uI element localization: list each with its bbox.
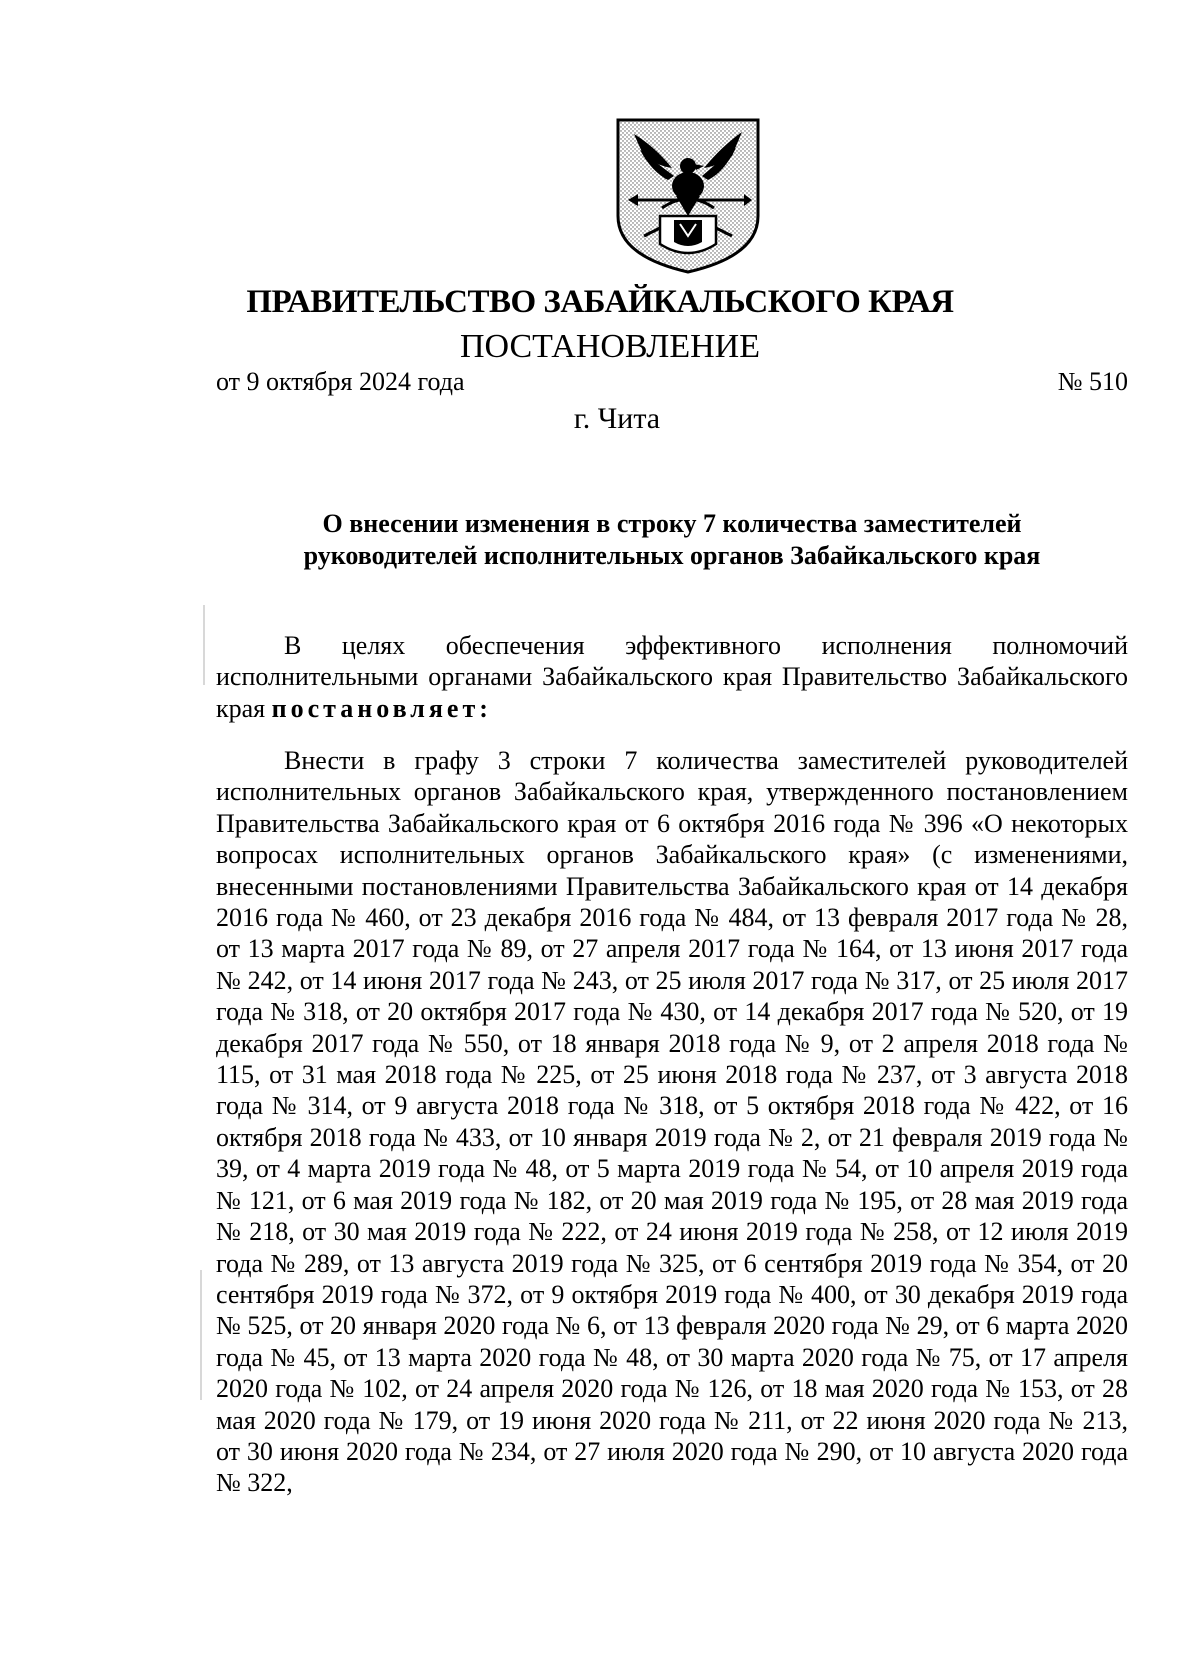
heading-line-1: О внесении изменения в строку 7 количества заместителей: [322, 509, 1022, 538]
preamble-emphasis: постановляет:: [271, 693, 492, 723]
document-heading: [216, 508, 1128, 572]
document-number: № 510: [1057, 367, 1128, 396]
document-date: от 9 октября 2024 года: [216, 367, 465, 396]
resolution-text: Внести в графу 3 строки 7 количества заместителей руководителей исполнительных органов Забайкальского края, утвержденного постановлением Правительства Забайкальского края от 6 октября 2016 года № 396 «О некоторых вопросах исполнительных органов Забайкальского края» (с изменениями, внесенными постановлениями Правительства Забайкальского края от 14 декабря 2016 года № 460, от 23 декабря 2016 года № 484, от 13 февраля 2017 года № 28, от 13 марта 2017 года № 89, от 27 апреля 2017 года № 164, от 13 июня 2017 года № 242, от 14 июня 2017 года № 243, от 25 июля 2017 года № 317, от 25 июля 2017 года № 318, от 20 октября 2017 года № 430, от 14 декабря 2017 года № 520, от 19 декабря 2017 года № 550, от 18 января 2018 года № 9, от 2 апреля 2018 года № 115, от 31 мая 2018 года № 225, от 25 июня 2018 года № 237, от 3 августа 2018 года № 314, от 9 августа 2018 года № 318, от 5 октября 2018 года № 422, от 16 октября 2018 года № 433, от 10 января 2019 года № 2, от 21 февраля 2019 года № 39, от 4 марта 2019 года № 48, от 5 марта 2019 года № 54, от 10 апреля 2019 года № 121, от 6 мая 2019 года № 182, от 20 мая 2019 года № 195, от 28 мая 2019 года № 218, от 30 мая 2019 года № 222, от 24 июня 2019 года № 258, от 12 июля 2019 года № 289, от 13 августа 2019 года № 325, от 6 сентября 2019 года № 354, от 20 сентября 2019 года № 372, от 9 октября 2019 года № 400, от 30 декабря 2019 года № 525, от 20 января 2020 года № 6, от 13 февраля 2020 года № 29, от 6 марта 2020 года № 45, от 13 марта 2020 года № 48, от 30 марта 2020 года № 75, от 17 апреля 2020 года № 102, от 24 апреля 2020 года № 126, от 18 мая 2020 года № 153, от 28 мая 2020 года № 179, от 19 июня 2020 года № 211, от 22 июня 2020 года № 213, от 30 июня 2020 года № 234, от 27 июля 2020 года № 290, от 10 августа 2020 года № 322,: [216, 746, 1128, 1498]
document-city: г. Чита: [573, 402, 661, 435]
paragraph-preamble: [216, 630, 1128, 724]
scan-margin-mark: [200, 1270, 202, 1400]
heading-line-2: руководителей исполнительных органов Забайкальского края: [303, 541, 1041, 570]
paragraph-resolution: [216, 745, 1128, 1499]
document-type: ПОСТАНОВЛЕНИЕ: [459, 328, 761, 365]
preamble-text: В целях обеспечения эффективного исполнения полномочий исполнительными органами Забайкальского края Правительство Забайкальского края: [216, 631, 1128, 723]
scan-margin-mark: [203, 605, 205, 685]
organization-title: ПРАВИТЕЛЬСТВО ЗАБАЙКАЛЬСКОГО КРАЯ: [246, 284, 954, 320]
coat-of-arms-emblem: [614, 116, 762, 276]
